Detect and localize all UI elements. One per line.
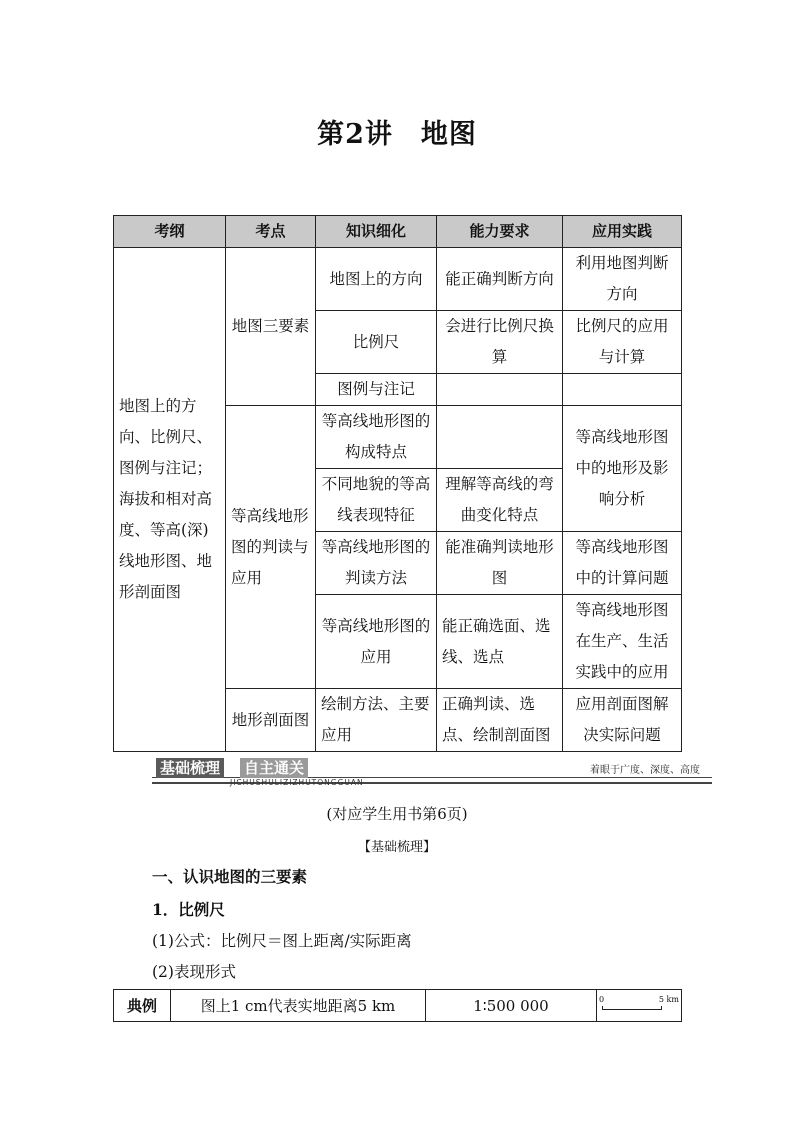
page-title: 第2讲 地图 xyxy=(317,119,477,150)
heading-three-elements: 一、认识地图的三要素 xyxy=(152,867,308,886)
example-numeric-scale: 1∶500 000 xyxy=(426,990,597,1022)
formula-line: (1)公式：比例尺＝图上距离/实际距离 xyxy=(152,932,412,950)
knowledge-cell: 图例与注记 xyxy=(316,374,437,406)
knowledge-cell: 绘制方法、主要应用 xyxy=(316,689,437,752)
knowledge-cell: 不同地貌的等高线表现特征 xyxy=(316,469,437,532)
knowledge-cell: 等高线地形图的判读方法 xyxy=(316,532,437,595)
empty-cell xyxy=(563,374,682,406)
topic-cell: 等高线地形图的判读与应用 xyxy=(226,406,316,689)
practice-cell: 等高线地形图中的计算问题 xyxy=(563,532,682,595)
knowledge-cell: 等高线地形图的构成特点 xyxy=(316,406,437,469)
practice-cell: 等高线地形图中的地形及影响分析 xyxy=(563,406,682,532)
banner-pinyin: JICHUSHULIZIZHUTONGGUAN xyxy=(230,778,364,787)
knowledge-cell: 地图上的方向 xyxy=(316,248,437,311)
banner-tag-self: 自主通关 xyxy=(240,758,308,778)
ability-cell: 能正确判断方向 xyxy=(437,248,563,311)
ability-cell: 能准确判读地形图 xyxy=(437,532,563,595)
topic-cell: 地形剖面图 xyxy=(226,689,316,752)
empty-cell xyxy=(437,406,563,469)
ability-cell: 会进行比例尺换算 xyxy=(437,311,563,374)
example-graphic-scale xyxy=(597,990,682,1022)
knowledge-cell: 比例尺 xyxy=(316,311,437,374)
example-table xyxy=(113,989,682,1022)
scale-bar-line xyxy=(602,1006,662,1010)
practice-cell: 比例尺的应用与计算 xyxy=(563,311,682,374)
heading-scale: 1．比例尺 xyxy=(152,900,225,919)
syllabus-cell: 地图上的方向、比例尺、图例与注记；海拔和相对高度、等高(深)线地形图、地形剖面图 xyxy=(114,248,226,752)
ability-cell: 能正确选面、选线、选点 xyxy=(437,595,563,689)
book-reference: (对应学生用书第6页) xyxy=(326,805,468,823)
header-topic: 考点 xyxy=(226,216,316,248)
ability-cell: 理解等高线的弯曲变化特点 xyxy=(437,469,563,532)
ability-cell: 正确判读、选点、绘制剖面图 xyxy=(437,689,563,752)
empty-cell xyxy=(437,374,563,406)
practice-cell: 应用剖面图解决实际问题 xyxy=(563,689,682,752)
scale-bar-start: 0 xyxy=(599,994,605,1004)
scale-bar-graphic xyxy=(599,995,679,1017)
banner-note: 着眼于广度、深度、高度 xyxy=(590,765,700,776)
banner-tag-basic: 基础梳理 xyxy=(156,758,224,778)
header-practice: 应用实践 xyxy=(563,216,682,248)
syllabus-table xyxy=(113,215,682,752)
table-row xyxy=(114,990,682,1022)
example-text-scale: 图上1 cm代表实地距离5 km xyxy=(171,990,426,1022)
scale-bar-end: 5 km xyxy=(658,994,679,1004)
section-banner xyxy=(152,757,712,787)
header-ability: 能力要求 xyxy=(437,216,563,248)
topic-cell: 地图三要素 xyxy=(226,248,316,406)
table-header-row xyxy=(114,216,682,248)
forms-line: (2)表现形式 xyxy=(152,963,236,981)
table-row xyxy=(114,248,682,311)
practice-cell: 等高线地形图在生产、生活实践中的应用 xyxy=(563,595,682,689)
section-label: 【基础梳理】 xyxy=(357,840,436,855)
practice-cell: 利用地图判断方向 xyxy=(563,248,682,311)
knowledge-cell: 等高线地形图的应用 xyxy=(316,595,437,689)
header-syllabus: 考纲 xyxy=(114,216,226,248)
header-knowledge: 知识细化 xyxy=(316,216,437,248)
example-label: 典例 xyxy=(114,990,171,1022)
